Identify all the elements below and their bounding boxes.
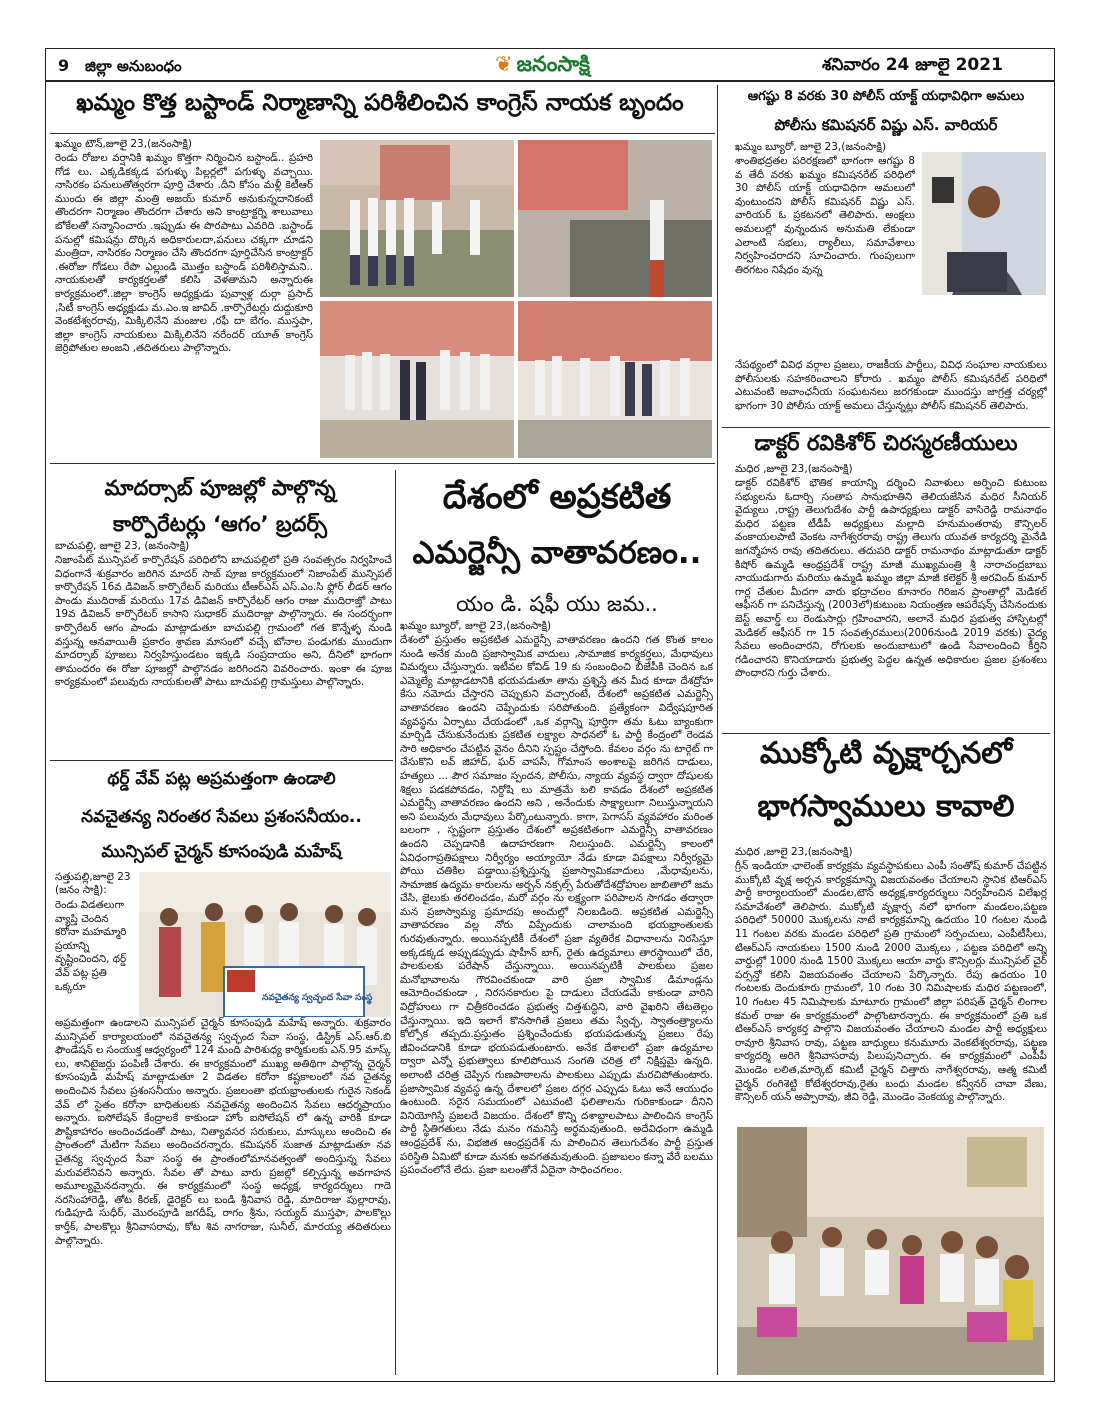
dateline: మధిర ,జూలై 23,(జనంసాక్షి) — [735, 846, 853, 858]
headline-khammam-busstand: ఖమ్మం కొత్త బస్టాండ్ నిర్మాణాన్ని పరిశీలించిన కాంగ్రెస్ నాయక బృందం — [76, 90, 684, 116]
byline: యం డి. షఫీ యు జమ.. — [456, 592, 658, 616]
headline-ravikishore: డాక్టర్ రవికిశోర్ చిరస్మరణీయులు — [754, 431, 1018, 455]
article-body-continued: అప్రమత్తంగా ఉండాలని మున్సిపల్ చైర్మన్ కూసంపుడి మహేష్ అన్నారు. శుక్రవారం మున్సిపల్ కార్యాలయంలో నవచైతన్య స్వచ్ఛంద సేవా సంస్థ, డిస్ట్రిక్ ఎస్.ఆర్.బి ఫౌండేషన్ ల సంయుక్త ఆధ్వర్యంలో 124 మంది పారిశుధ్య కార్మికులకు ఎన్.95 మాస్క్ లు, శానిటైజర్లు పంపిణీ చేశారు. ఈ కార్యక్రమంలో ముఖ్య అతిథిగా పాల్గొన్న చైర్మన్ కూసంపుడి మహేష్ మాట్లాడుతూ 2 విడతల కరోనా కష్టకాలంలో నవ చైతన్య అందించిన సేవలు ప్రశంసనీయం అన్నారు. ప్రజలంతా భయభ్రాంతులకు గురైన సెకండ్ వేవ్ లో సైతం కరోనా బాధితులకు నవచైతన్య అందించిన సేవలు ఆదర్శప్రాయం అన్నారు. ఐసోలేషన్ కేంద్రాలకే కాకుండా హోం ఐసోలేషన్ లో ఉన్న వారికి కూడా పౌష్టికాహారం అందించడంతో పాటు, నిత్యావసర సరుకులు, మాస్కులు అందించి ఈ ప్రాంతంలో మేటిగా సేవలు అందించరన్నారు. కమిషనర్ సుజాత మాట్లాడుతూ నవ చైతన్య స్వచ్ఛంద సేవా సంస్థ ఈ ప్రాంతంలోమానవత్వంతో అందిస్తున్న సేవలు మరువలేనివని అన్నారు. సేవల తో పాటు వారు ప్రజల్లో కల్పిస్తున్న అవగాహన అమూల్యమైనదన్నారు. ఈ కార్యక్రమంలో సంస్థ అధ్యక్ష, కార్యదర్శులు గాదె నరసింహారెడ్డి, తోట కిరణ్, డైరెక్టర్ లు బండి శ్రీనివాస రెడ్డి, మాదిరాజు పుల్లారావు, గుడిపూడి సుధీర్, మొరంపూడి జగదీష్, రాగం శ్రీను, సయ్యద్ ముస్తఫా, పాలకొల్లు కార్తీక్, పాలకొల్లు శ్రీనివాసరావు, కోట శివ నాగరాజు, సునీల్, మారయ్య తదితరులు పాల్గొన్నారు. — [55, 1017, 391, 1247]
headline-police-act: ఆగష్టు 8 వరకు 30 పోలీస్ యాక్ట్ యధావిధిగా అమలు — [747, 89, 1025, 104]
masthead-logo — [495, 52, 590, 82]
page-number: 9 — [58, 56, 70, 75]
dateline: బాచుపల్లి, జూలై 23, (జనంసాక్షి) — [55, 540, 190, 552]
article-body: డాక్టర్ రవికిశోర్ భౌతిక కాయాన్ని దర్శించి నివాళులు అర్పించి కుటుంబ సభ్యులను ఓదార్చి సంతాప సానుభూతిని తెలియజేసిన మధిర సీనియర్ వైద్యులు ,రాష్ట్ర తెలుగుదేశం పార్టీ ఉపాధ్యక్షులు డాక్టర్ వాసిరెడ్డి రామనాథం మధిర పట్టణ టీడీపీ అధ్యక్షులు మల్లాది హనుమంతరావు కౌన్సిలర్ వంకాయలపాటి వెంకట నాగేశ్వరరావు రాష్ట్ర తెలుగు యువత కార్యదర్శి మైనేడి జగన్మోహన రావు తదితరులు. తదుపరి డాక్టర్ రామనాథం మాట్లాడుతూ డాక్టర్ కిషోర్ ఉమ్మడి ఆంధ్రప్రదేశ్ రాష్ట్ర మాజీ ముఖ్యమంత్రి శ్రీ నారాచంద్రబాబు నాయుడుగారు మరియు ఉమ్మడి ఖమ్మం జిల్లా మాజీ కలెక్టర్ శ్రీ అరవింద్ కుమార్ గార్ల చేతుల మీదగా వారు భద్రాచలం కూనారం గిరిజన ప్రాంతాల్లో మెడికల్ ఆఫీసర్ గా పనిచేస్తున్న (2003లో)కుటుంబ నియంత్రణ ఆపరేషన్స్ చేసినందుకు బెస్ట్ అవార్డ్ లు రెండుసార్లు గ్రహించారని, అలానే మధిర ప్రభుత్వ హాస్పిటల్లో మెడికల్ ఆఫీసర్ గా 15 సంవత్సరములు(2006నుండి 2019 వరకు) వైద్య సేవలు అందించారని, రోగులకు అందుబాటులో ఉండి సేవాలందించి కీర్తిని గడించారని కొనియాడారు ప్రభుత్వ పెద్దల ఉన్నత అధికారుల ప్రజల ప్రశంశలు పొందారని గుర్తు చేశారు. — [735, 477, 1047, 680]
dateline: ఖమ్మం బ్యూరో, జూలై 23,(జనంసాక్షి) — [400, 620, 552, 632]
headline-thirdwave-line1: థర్డ్ వేవ్ పట్ల అప్రమత్తంగా ఉండాలి — [107, 769, 336, 789]
divider — [50, 133, 715, 134]
article-body: రెండు విడతలుగా వ్యాప్తి చెందిన కరోనా మహమ్మారి ప్రయాన్ని వృష్టించిందని, థర్డ్ వేవ్ పట్ల ప్రతి ఒక్కరూ — [55, 899, 127, 993]
divider — [50, 760, 393, 761]
police-commissioner-photo — [922, 152, 1046, 295]
banner-text: నవచైతన్య స్వచ్ఛంద సేవా సంస్థ — [262, 993, 373, 1003]
divider — [722, 427, 1050, 428]
divider — [722, 733, 1050, 734]
leaf-icon: ❦ — [495, 52, 513, 76]
article-body: దేశంలో ప్రస్తుతం అప్రకటిత ఎమర్జెన్సీ వాతావరణం ఉందని గత కొంత కాలం నుండి అనేక మంది ప్రజాస్వామిక వాదులు ,సామాజిక కార్యకర్తలు, మేధావులు విమర్శలు చేస్తున్నారు. ఇటీవల కోవిడ్ 19 కు సంబంధించి బీజేపీకి చెందిన ఒక ఎమ్మెల్యే మాట్లాడటానికి భయపడుతూ తాను ప్రశ్నిస్తే తన మీద కూడా దేశద్రోహ కేసు నమోదు చేస్తారని చెప్పుకుని వచ్చారంటే, దేశంలో అప్రకటిత ఎమర్జెన్సీ వాతావరణం ఉందని చెప్పేందుకు సరిపోతుంది. ప్రత్యేకంగా విద్వేషపూరిత వ్యవస్థను ఏర్పాటు చేయడంలో ,ఒక వర్గాన్ని పూర్తిగా తమ ఓటు బ్యాంకుగా మార్చిడి చేసుకునేందుకు ప్రకటిత లక్ష్యాల సాధనలో ఓ పార్టీ కేంద్రంలో రెండవ సారి అధికారం చేపట్టిన వైనం దీనిని స్పష్టం చేస్తోంది. కేవలం వర్గం ను టార్గెట్ గా చేసుకొని లవ్ జిహాద్, ఘర్ వాపసీ, గోమాంస అంశాలపై జరిగిన దాడులు, హత్యలు ... పౌర సమాజం స్పందన, పోలీసు, న్యాయ వ్యవస్థ ద్వారా దోషులకు శిక్షలు పడకపోవడం, నిర్దోషి లు మాత్రమే బలి కావడం దేశంలో అప్రకటిత ఎమర్జెన్సీ వాతావరణం ఉందని అని , అనేందుకు సాక్ష్యాలుగా నిలుస్తున్నాయని అని పలువురు మేధావులు పేర్కొంటున్నారు. కాగా, పెగాసస్ వ్యవహారం మరింత బలంగా , స్పష్టంగా ప్రస్తుతం దేశంలో అప్రకటితంగా ఎమర్జెన్సీ వాతావరణం ఉందని చెప్పడానికి ఉదాహరణగా నిలుస్తుంది. ఎమర్జెన్సీ కాలంలో ఏవిధంగాప్రతిపక్షాలు నిర్వీర్యం అయ్యాయో నేడు కూడా విపక్షాలు నిర్వీర్యమై పోయి చతికిల పడ్డాయి.ప్రశ్నిస్తున్న ప్రజాస్వామికవాదులు ,మేధావులను, సామాజిక ఉద్యమ కారులను అర్బన్ నక్సల్స్ పేరుతోదేశద్రోహుల జాబితాలో జమ చేసి, జైలుకు తరలించడం, మరో వర్గం ను లక్ష్యంగా పరిపాలన సాగడం తద్వారా మన ప్రజాస్వామ్య ప్రమాదపు అంచుల్లో నిలబడింది. అప్రకటిత ఎమర్జెన్సీ వాతావరణం వల్ల నోరు విప్పేందుకు చాలామంది భయభ్రాంతులకు గురవుతున్నారు. అయినప్పటికీ దేశంలో ప్రజా వ్యతిరేక విధానాలను నిరసిస్తూ అక్కడక్కడ అప్పుడప్పుడు షాహీన్ బాగ్, రైతు ఉద్యమాలు తారస్థాయిలో చేరి, పాలకులకు పరేషాన్ చేస్తున్నాయి. అయినప్పటికీ పాలకులు ప్రజల మనోభావాలను గౌరవించకుండా వారి ప్రజా స్వామిక డిమాండ్లను ఆమోదించకుండా , నిరసనకారుల పై దాడులు చేయడమే కాకుండా వారిని విద్రోహులు గా చిత్రీకరించడం ప్రభుత్వ చిత్తశుద్ధిని, వారి వైఖరిని తేటతెల్లం చేస్తున్నాయి. ఇది ఇలాగే కొనసాగితే ప్రజలు తమ స్వేచ్ఛ, స్వాతంత్ర్యాలను కోల్పోక తప్పదు.ప్రస్తుతం ప్రశ్నించేందుకు భయపడుతున్న ప్రజలు రేపు జీవించడానికి కూడా భయపడుతుంటారు. అనేక దేశాలలో ప్రజా ఉద్యమాల ద్వారా ఎన్నో ప్రభుత్వాలు కూలిపోయిన సంగతి చరిత్ర లో నిక్షిప్తమై ఉన్నది. అలాంటి చరిత్ర చెప్పిన గుణపాఠాలను పాలకులు ఎప్పుడు మరచిపోతుంటారు. ప్రజాస్వామిక వ్యవస్థ ఉన్న దేశాలలో ప్రజల దగ్గర ఎప్పుడు ఓటు అనే ఆయుధం ఉంటుంది. సరైన సమయంలో ఎటువంటి ఫలితాలను గురికాకుండా దీనిని వినియోగిస్తే ప్రజలదే విజయం. దేశంలో కొన్ని దశాబ్దాలపాటు పాలించిన కాంగ్రెస్ పార్టీ స్థితిగతులు నేడు మనం గమనిస్తే అర్థమవుతుంది. అదేవిధంగా ఉమ్మడి ఆంధ్రప్రదేశ్ ను, విభజిత ఆంధ్రప్రదేశ్ ను పాలించిన తెలుగుదేశం పార్టీ ప్రస్తుత పరిస్థితి ఏమిటో కూడా మనకు అవగతమవుతుంది. ప్రజాబలం కన్నా వేరే బలము ప్రపంచంలోనే లేదు. ప్రజా బలంతోనే ఏదైనా సాధించగలం. — [400, 634, 713, 1177]
article-body: గ్రీన్ ఇండియా ఛాలెంజ్ కార్యక్రమ వ్యవస్థాపకులు ఎంపీ సంతోష్ కుమార్ చేపట్టిన ముక్కోటి వృక్ష అర్చన కార్యక్రమాన్ని విజయవంతం చేయాలని స్థానిక టిఆర్ఎస్ పార్టీ కార్యాలయంలో మండల,టౌన్ అధ్యక్ష,కార్యదర్శులు నిర్వహించిన విలేఖర్ల సమావేశంలో తెలిపారు. ముక్కోటి వృక్షార్చ నలో భాగంగా మండలం,పట్టణ పరిధిలో 50000 మొక్కలను నాటే కార్యక్రమాన్ని ఉదయం 10 గంటల నుండి 11 గంటల వరకు మండల పరిధిలో ప్రతి గ్రామంలో సర్పంచులు, ఎంపీటీసీలు, టిఆర్ఎస్ నాయకులు 1500 నుండి 2000 మొక్కలు , పట్టణ పరిధిలో అన్ని వార్డుల్లో 1000 నుండి 1500 మొక్కలు ఆయా వార్డు కౌన్సిలర్లు మున్సిపల్ చైర్ పర్సన్తో కలిసి విజయవంతం చేయాలని పేర్కొన్నారు. రేపు ఉదయం 10 గంటలకు దెందుకూరు గ్రామంలో, 10 గంట 30 నిమిషాలకు మధిర పట్టణంలో, 10 గంటల 45 నిమిషాలకు మాటూరు గ్రామంలో జిల్లా పరిషత్ చైర్మన్ లింగాల కమల్ రాజు ఈ కార్యక్రమంలో పాల్గొంటారన్నారు. ఈ కార్యక్రమంలో ప్రతి ఒక టిఆర్ఎస్ కార్యకర్త పాల్గొని విజయవంతం చేయాలని మండల పార్టీ అధ్యక్షులు రావూరి శ్రీనివాస రావు, పట్టణ బాధ్యులు కనుమూరు వెంకటేశ్వరరావు, పట్టణ కార్యదర్శి అరిగె శ్రీనివాసరావు పిలుపునిచ్చారు. ఈ కార్యక్రమంలో ఎంపీపీ మొండెం లలిత,మార్కెట్ కమిటీ చైర్మన్ చిత్తారు నాగేశ్వరరావు, ఆత్మ కమిటీ చైర్మన్ రంగిశెట్టి కోటేశ్వరరావు,రైతు బంధు మండల కన్వీనర్ చావా వేణు, కౌన్సిలర్ యన్ అప్పారావు, జీవి రెడ్డి, మొండెం వెంకయ్య పాల్గొన్నారు. — [735, 860, 1047, 1104]
paper-name: జనంసాక్షి — [516, 52, 590, 76]
subheadline-police-commissioner: పోలీసు కమిషనర్ విష్ణు ఎస్. వారియర్ — [774, 116, 998, 134]
dateline: ఖమ్మం బ్యూరో, జూలై 23,(జనంసాక్షి) — [735, 141, 887, 153]
headline-emergency-line1: దేశంలో అప్రకటిత — [442, 477, 672, 517]
divider — [50, 463, 715, 464]
column-rule — [395, 470, 396, 1375]
headline-thirdwave-line2: నవచైతన్య నిరంతర సేవలు ప్రశంసనీయం.. — [81, 807, 362, 827]
navachaitanya-distribution-photo — [139, 872, 391, 1017]
article-body: నిజాంపేట్ మున్సిపల్ కార్పొరేషన్ పరిధిలోని బాచుపల్లిలో ప్రతి సంవత్సరం నిర్వహించే విధంగానే శుక్రవారం జరిగిన మాదర్ సాబ్ పూజ కార్యక్రమంలో నిజాంపేట్ మున్సిపల్ కార్పొరేషన్ 16వ డివిజన్ కార్పొరేటర్ మరియు టీఆర్ఎస్ ఎస్.ఎం.సి ఫ్లోర్ లీడర్ ఆగం పాండు ముదిరాజ్ మరియు 17వ డివిజన్ కార్పొరేటర్ ఆగం రాజు ముదిరాజ్తో పాటు 19వ డివిజన్ కార్పొరేటర్ కాసాని సుధాకర్ ముదిరాజ్లు పాల్గొన్నారు. ఈ సందర్భంగా కార్పొరేటర్ ఆగం పాండు మాట్లాడుతూ బాచుపల్లి గ్రామంలో గత కొన్నేళ్ళ నుండి వస్తున్న ఆనవాయితీ ప్రకారం శ్రావణ మాసంలో వచ్చే బోనాల పండుగకు ముందుగా మాదర్సాబ్ పూజలు నిర్వహిస్తుండటం ఇక్కడి సంప్రదాయం అని, దీనిలో భాగంగా తామందరం ఈ రోజు పూజల్లో పాల్గొనడం జరిగిందని వివరించారు. ఇంకా ఈ పూజ కార్యక్రమంలో పలువురు నాయకులతో పాటు బాచుపల్లి గ్రామస్తులు పాల్గొన్నారు. — [55, 554, 392, 689]
column-rule — [717, 85, 718, 1375]
headline-mukkoti-line2: భాగస్వాములు కావాలి — [757, 789, 1015, 824]
mukkoti-meeting-photo — [737, 1127, 1044, 1375]
section-title: జిల్లా అనుబంధం — [85, 57, 182, 75]
headline-mothersab-line2: కార్పొరేటర్లు ‘ఆగం’ బ్రదర్స్ — [112, 512, 328, 536]
headline-emergency-line2: ఎమర్జెన్సీ వాతావరణం.. — [412, 535, 702, 571]
dateline: మధిర ,జూలై 23,(జనంసాక్షి) — [735, 463, 853, 475]
headline-mothersab-line1: మాదర్సాబ్ పూజల్లో పాల్గొన్న — [104, 476, 336, 500]
bus-stand-photo-collage — [320, 140, 712, 458]
dateline: సత్తుపల్లి,జూలై 23 (జనం సాక్షి): — [55, 871, 131, 896]
article-body-continued: నేపథ్యంలో వివిధ వర్గాల ప్రజలు, రాజకీయ పార్టీలు, వివిధ సంఘాల నాయకులు పోలీసులకు సహకరించాలని కోరారు . ఖమ్మం పోలీస్ కమిషనరేట్ పరిధిలో ఎటువంటి అవాంఛనీయ సంఘటనలు జరగకుండా ముందస్తు జాగ్రత్త చర్యల్లో భాగంగా 30 పోలీసు యాక్ట్ అమలు చేస్తున్నట్లు పోలీస్ కమిషనర్ తెలిపారు. — [735, 359, 1047, 412]
article-body: రెండు రోజుల వర్షానికి ఖమ్మం కొత్తగా నిర్మించిన బస్టాండ్.. ప్రహరి గోడ లు. ఎక్కడికక్కడ పగుళ్ళు పిల్లర్లలో పగుళ్ళు వచ్చాయి. నాసిరకం పనులుతోత్వరగా పూర్తి చేశారు .దీని కోసం మళ్లీ కెటీఆర్ ముందు ఈ జిల్లా మంత్రి అజయ్ కుమార్ అనుకున్నదానికంటే తొందరగా నిర్మాణం తొందరగా చేశారు అని కాంట్రాక్టర్ని శాలువాలు బోకేలతో సన్మానించారు .ఇప్పుడు ఈ పొరపాటు ఎవరిది .బస్టాండ్ పనుల్లో కమిషన్లు దొర్కిన అధికారులదా,పనులు చక్కగా చూడని మంత్రిదా, నాసిరకం నిర్మాణం చేసి తొందరగా పూర్తిచేసిన కాంట్రాక్టర్ .ఈరోజు గోడలు రేపొ ఎల్లుండి మొత్తం బస్టాండ్ పరిశీలిస్తామని.. నాయకులతో కార్యకర్తలతో కలిసి వెళతామని అన్నారుఈ కార్యక్రమంలో..జిల్లా కాంగ్రెస్ అధ్యక్షుడు పువ్వాళ్ల దుర్గా ప్రసాద్ ,సిటీ కాంగ్రెస్ అధ్యక్షుడు మ.ఎం.ఇ జావిద్ .కార్పొరేటర్లు దుద్దుకూరి వెంకటేశ్వరరావు, మిక్కిలినేని మంజుల ,రఫీ దా బేగం. ముస్తఫా, జిల్లా కాంగ్రెస్ నాయకులు మిక్కిలినేని నరేందర్ యూత్ కాంగ్రెస్ జెర్రిపోతుల అంజని ,తదితరులు పాల్గొన్నారు. — [55, 152, 313, 355]
headline-mukkoti-line1: ముక్కోటి వృక్షార్చనలో — [759, 736, 1013, 771]
issue-date: శనివారం 24 జూలై 2021 — [822, 55, 1003, 75]
headline-thirdwave-line3: మున్సిపల్ చైర్మన్ కూసంపుడి మహేష్ — [101, 842, 342, 862]
dateline: ఖమ్మం టౌన్,జూలై 23,(జనంసాక్షి) — [55, 138, 192, 150]
article-body: శాంతిభద్రతల పరిరక్షణలో భాగంగా ఆగష్టు 8 వ తేదీ వరకు ఖమ్మం కమిషనరేట్ పరిధిలో 30 పోలీస్ యాక్ట్ యధావిధిగా అమలులో వుంటుందని పోలీస్ కమిషనర్ విష్ణు ఎస్. వారియర్ ఓ ప్రకటనలో తెలిపారు. అంక్షలు అమలుల్లో వున్నందున అనుమతి లేకుండా ఎలాంటి సభలు, ర్యాలీలు, సమావేశాలు నిర్వహించరాదని సూచించారు. గుంపులుగా తిరగటం నిషేధం వున్న — [735, 155, 915, 276]
